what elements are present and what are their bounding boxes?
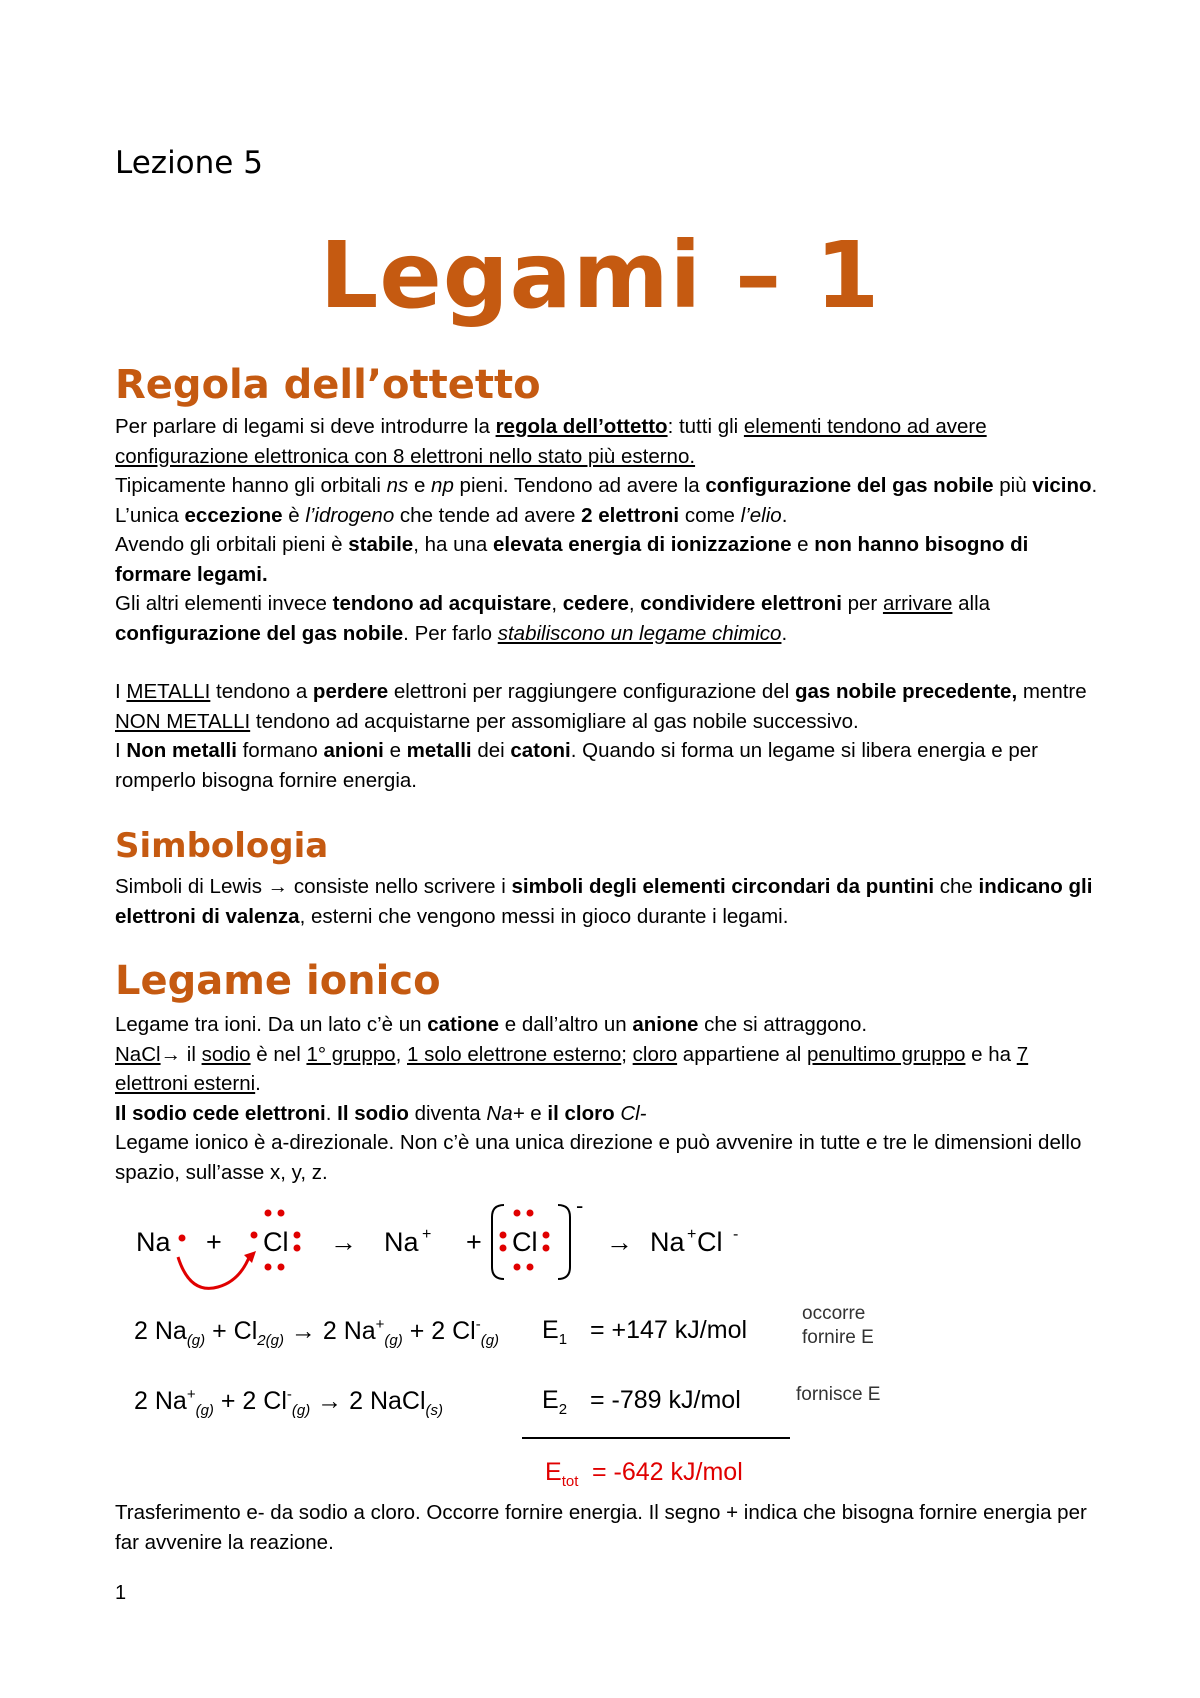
equation-2: 2 $Na^+_{(g)} + 2$ $Cl^-_{(g)} \to 2$ NaCl$_{(s)}$ <box>134 1386 444 1419</box>
lewis-product-na: Na <box>650 1227 685 1257</box>
ottetto-p2: Tipicamente hanno gli orbitali ns e np pieni. Tendono ad avere la configurazione del gas nobile più vicino. L’unica eccezione è l’idrogeno che tende ad avere 2 elettroni come l’elio. <box>115 474 1098 527</box>
transfer-arrow <box>178 1255 250 1288</box>
lewis-cl-ion: Cl <box>512 1227 538 1257</box>
page-title: Legami – 1 <box>319 222 881 329</box>
note-fornisce: fornisce E <box>796 1384 881 1405</box>
electron-dot <box>179 1235 186 1242</box>
heading-legame-ionico: Legame ionico <box>115 958 441 1004</box>
simbologia-p1: Simboli di Lewis → consiste nello scrivere i simboli degli elementi circondari da puntini che indicano gli elettroni di valenza, esterni che vengono messi in gioco durante i legami. <box>115 875 1093 928</box>
lewis-na: Na <box>136 1227 171 1257</box>
ottetto-p6: I Non metalli formano anioni e metalli dei catoni. Quando si forma un legame si libera energia e per romperlo bisogna fornire energia. <box>115 739 1038 792</box>
ionico-p1: Legame tra ioni. Da un lato c’è un catione e dall’altro un anione che si attraggono. <box>115 1013 868 1036</box>
note-occorre: occorre fornire E <box>802 1303 874 1348</box>
sum-line <box>522 1437 790 1439</box>
ionico-p5: Trasferimento e- da sodio a cloro. Occorre fornire energia. Il segno + indica che bisogna fornire energia per far avvenire la reazione. <box>115 1501 1087 1554</box>
ottetto-p5: I METALLI tendono a perdere elettroni per raggiungere configurazione del gas nobile precedente, mentre NON METALLI tendono ad acquistarne per assomigliare al gas nobile successivo. <box>115 680 1087 733</box>
lewis-na-ion: Na <box>384 1227 419 1257</box>
lewis-product-plus: + <box>687 1226 697 1243</box>
lewis-plus: + <box>206 1227 222 1257</box>
lewis-cl-charge: - <box>576 1195 584 1218</box>
energy-total: $E_{tot}$ <box>545 1458 579 1490</box>
ionico-p3: Il sodio cede elettroni. Il sodio diventa Na+ e il cloro Cl- <box>115 1101 647 1125</box>
energy-e2-value: = -789 kJ/mol <box>590 1386 741 1414</box>
lewis-product-minus: - <box>733 1226 739 1243</box>
lewis-diagram <box>130 1195 750 1305</box>
lewis-arrow-2: → <box>606 1227 633 1257</box>
lewis-plus-2: + <box>466 1227 482 1257</box>
ottetto-p1: Per parlare di legami si deve introdurre la regola dell’ottetto: tutti gli elementi tendono ad avere configurazione elettronica con 8 elettroni nello stato più esterno. <box>115 415 987 468</box>
lewis-cl: Cl <box>263 1227 289 1257</box>
bracket-right <box>558 1205 570 1279</box>
closing-paragraph <box>115 1498 1100 1557</box>
energy-e1: $E_1$ <box>542 1316 568 1348</box>
heading-simbologia: Simbologia <box>115 826 329 866</box>
equation-1: 2 $Na_{(g)} + Cl_{2(g)} \to 2$ $Na^+_{(g)} + 2$ $Cl^-_{(g)}$ <box>134 1316 500 1349</box>
ottetto-paragraphs <box>115 412 1100 795</box>
lewis-product-cl: Cl <box>697 1227 723 1257</box>
simbologia-paragraph <box>115 872 1100 931</box>
page-number: 1 <box>115 1582 127 1604</box>
energy-total-value: = -642 kJ/mol <box>592 1458 743 1486</box>
ionico-paragraphs <box>115 1010 1100 1187</box>
lesson-label: Lezione 5 <box>115 145 263 181</box>
ionico-p2: NaCl→ il sodio è nel 1° gruppo, 1 solo elettrone esterno; cloro appartiene al penultimo gruppo e ha 7 elettroni esterni. <box>115 1042 1029 1095</box>
bracket-left <box>492 1205 504 1279</box>
ionico-p4: Legame ionico è a-direzionale. Non c’è una unica direzione e può avvenire in tutte e tre le dimensioni dello spazio, sull’asse x, y, z. <box>115 1131 1082 1184</box>
energy-e2: $E_2$ <box>542 1386 568 1418</box>
spacer <box>115 648 1100 677</box>
lewis-na-charge: + <box>422 1226 432 1243</box>
ottetto-p4: Gli altri elementi invece tendono ad acquistare, cedere, condividere elettroni per arrivare alla configurazione del gas nobile. Per farlo stabiliscono un legame chimico. <box>115 592 991 645</box>
energy-e1-value: = +147 kJ/mol <box>590 1316 748 1344</box>
ottetto-p3: Avendo gli orbitali pieni è stabile, ha una elevata energia di ionizzazione e non hanno bisogno di formare legami. <box>115 533 1029 586</box>
heading-regola-ottetto: Regola dell’ottetto <box>115 362 541 408</box>
lewis-arrow-1: → <box>330 1227 357 1257</box>
